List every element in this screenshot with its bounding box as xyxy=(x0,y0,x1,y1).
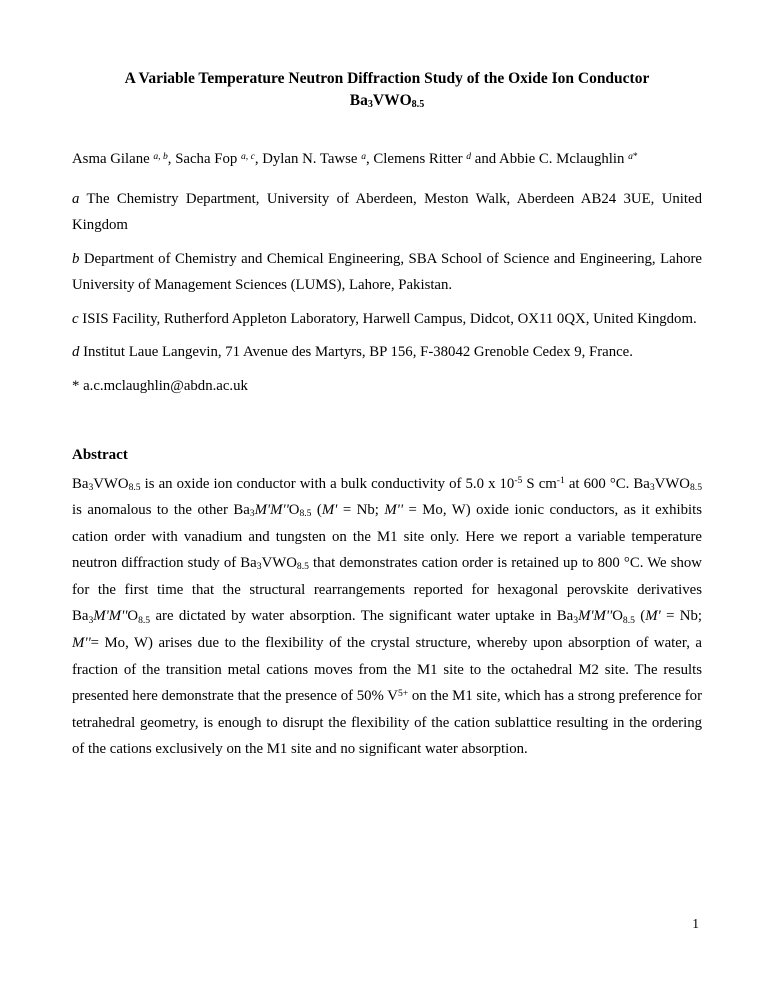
affiliation-a: a The Chemistry Department, University of Aberdeen, Meston Walk, Aberdeen AB24 3UE, United Kingdom xyxy=(72,190,702,233)
paper-title-line1: A Variable Temperature Neutron Diffraction Study of the Oxide Ion Conductor xyxy=(124,70,650,87)
affiliation-b: b Department of Chemistry and Chemical Engineering, SBA School of Science and Engineering, Lahore University of Management Sciences (LUMS), Lahore, Pakistan. xyxy=(72,250,702,293)
abstract-text: $Ba_3VWO_{8.5}$ is an oxide ion conductor with a bulk conductivity of 5.0 x $10^{-5}$ S $cm^{-1}$ at 600 °C. $Ba_3VWO_{8.5}$ is anomalous to the other $Ba_3M'M''O_{8.5}$ (M' = Nb; M'' = Mo, W) oxide ionic conductors, as it exhibits cation order with vanadium and tungsten on the M1 site only. Here we report a variable temperature neutron diffraction study of $Ba_3VWO_{8.5}$ that demonstrates cation order is retained up to 800 °C. We show for the first time that the structural rearrangements reported for hexagonal perovskite derivatives $Ba_3M'M''O_{8.5}$ are dictated by water absorption. The significant water uptake in $Ba_3M'M''O_{8.5}$ (M' = Nb; M''= Mo, W) arises due to the flexibility of the crystal structure, whereby upon absorption of water, a fraction of the transition metal cations moves from the M1 site to the octahedral M2 site. The results presented here demonstrate that the presence of 50% $V^{5+}$ on the M1 site, which has a strong preference for tetrahedral geometry, is enough to disrupt the flexibility of the cation sublattice resulting in the ordering of the cations exclusively on the M1 site and no significant water absorption. xyxy=(72,475,702,758)
page-number: 1 xyxy=(692,916,699,931)
author-list: Asma Gilane $^{a, b}$, Sacha Fop $^{a, c}$, Dylan N. Tawse $^a$, Clemens Ritter $^d$ and Abbie C. Mclaughlin $^{a*}$ xyxy=(72,150,638,167)
abstract-section xyxy=(72,442,702,763)
paper-title-formula: $Ba_3VWO_{8.5}$ xyxy=(349,92,425,111)
corresponding-author-email: * a.c.mclaughlin@abdn.ac.uk xyxy=(72,377,248,394)
affiliations xyxy=(72,186,702,400)
affiliation-d: d Institut Laue Langevin, 71 Avenue des Martyrs, BP 156, F-38042 Grenoble Cedex 9, France. xyxy=(72,344,633,360)
abstract-heading: Abstract xyxy=(72,447,128,463)
paper-title xyxy=(72,68,702,112)
affiliation-c: c ISIS Facility, Rutherford Appleton Laboratory, Harwell Campus, Didcot, OX11 0QX, United Kingdom. xyxy=(72,310,697,327)
